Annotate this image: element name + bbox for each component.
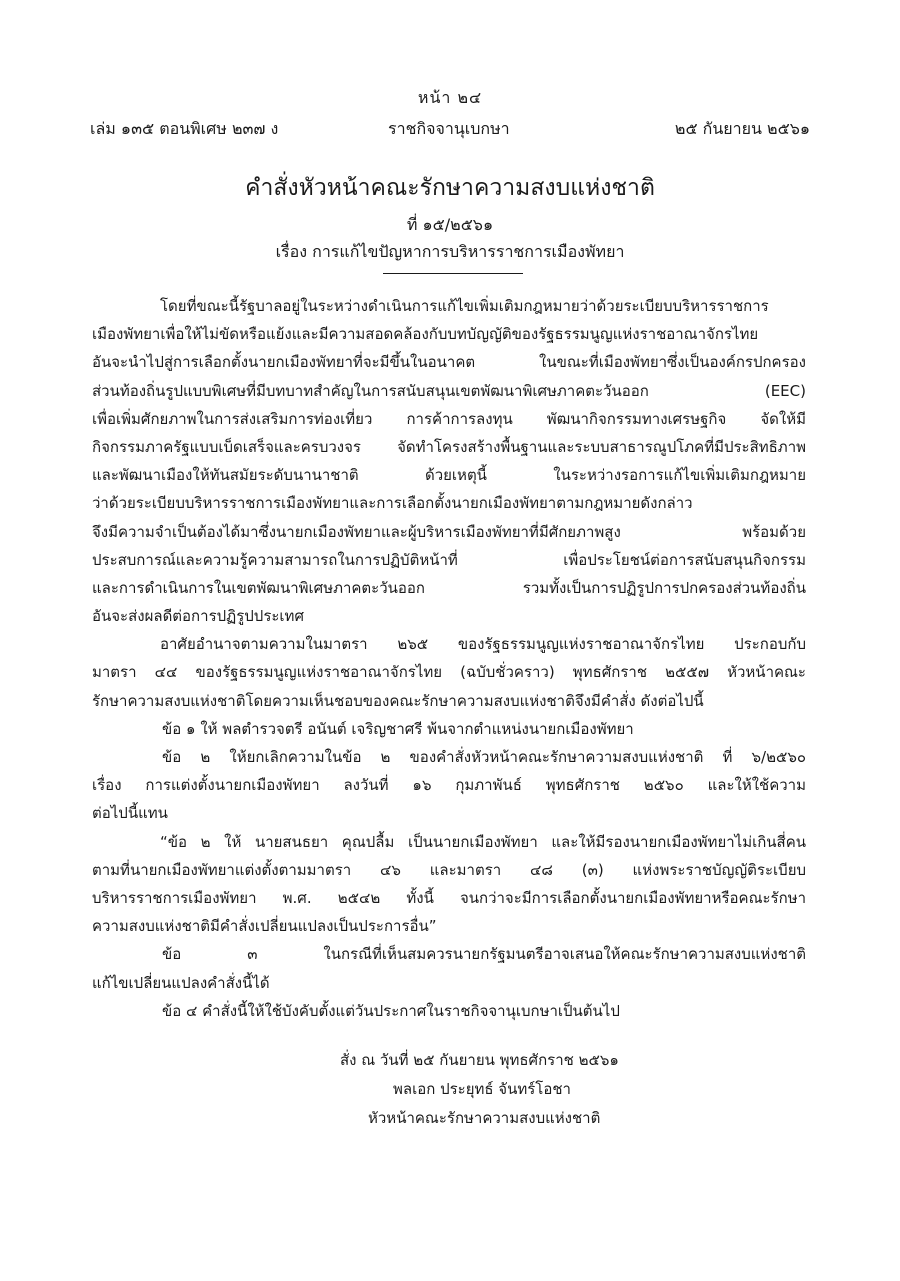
body-line: โดยที่ขณะนี้รัฐบาลอยู่ในระหว่างดำเนินการแก้ไขเพิ่มเติมกฎหมายว่าด้วยระเบียบบริหารราชการ <box>160 297 769 315</box>
clause-3: ข้อ ๓ ในกรณีที่เห็นสมควรนายกรัฐมนตรีอาจเสนอให้คณะรักษาความสงบแห่งชาติ <box>162 945 806 964</box>
body-line: และพัฒนาเมืองให้ทันสมัยระดับนานาชาติ ด้วยเหตุนี้ ในระหว่างรอการแก้ไขเพิ่มเติมกฎหมาย <box>92 466 806 485</box>
body-line: ตามที่นายกเมืองพัทยาแต่งตั้งตามมาตรา ๔๖ และมาตรา ๔๘ (๓) แห่งพระราชบัญญัติระเบียบ <box>92 860 806 879</box>
order-body <box>92 292 806 1025</box>
gazette-header <box>90 117 810 141</box>
order-number: ที่ ๑๕/๒๕๖๑ <box>406 215 494 234</box>
publication-date: ๒๕ กันยายน ๒๕๖๑ <box>674 119 810 138</box>
order-date: สั่ง ณ วันที่ ๒๕ กันยายน พุทธศักราช ๒๕๖๑ <box>340 1051 619 1069</box>
body-line: รักษาความสงบแห่งชาติโดยความเห็นชอบของคณะรักษาความสงบแห่งชาติจึงมีคำสั่ง ดังต่อไปนี้ <box>92 691 704 710</box>
body-line: มาตรา ๔๔ ของรัฐธรรมนูญแห่งราชอาณาจักรไทย (ฉบับชั่วคราว) พุทธศักราช ๒๕๕๗ หัวหน้าคณะ <box>92 663 806 682</box>
clause-4: ข้อ ๔ คำสั่งนี้ให้ใช้บังคับตั้งแต่วันประกาศในราชกิจจานุเบกษาเป็นต้นไป <box>162 1001 620 1020</box>
body-line: อาศัยอำนาจตามความในมาตรา ๒๖๕ ของรัฐธรรมนูญแห่งราชอาณาจักรไทย ประกอบกับ <box>160 635 806 654</box>
clause-2: ข้อ ๒ ให้ยกเลิกความในข้อ ๒ ของคำสั่งหัวหน้าคณะรักษาความสงบแห่งชาติ ที่ ๖/๒๕๖๐ <box>162 748 806 766</box>
body-line: และการดำเนินการในเขตพัฒนาพิเศษภาคตะวันออก รวมทั้งเป็นการปฏิรูปการปกครองส่วนท้องถิ่น <box>92 578 806 597</box>
body-line: ส่วนท้องถิ่นรูปแบบพิเศษที่มีบทบาทสำคัญในการสนับสนุนเขตพัฒนาพิเศษภาคตะวันออก (EEC) <box>92 381 806 400</box>
body-line: ความสงบแห่งชาติมีคำสั่งเปลี่ยนแปลงเป็นประการอื่น” <box>92 917 437 936</box>
body-line: ประสบการณ์และความรู้ความสามารถในการปฏิบัติหน้าที่ เพื่อประโยชน์ต่อการสนับสนุนกิจกรรม <box>92 550 806 569</box>
body-line: เรื่อง การแต่งตั้งนายกเมืองพัทยา ลงวันที่ ๑๖ กุมภาพันธ์ พุทธศักราช ๒๕๖๐ และให้ใช้ความ <box>92 776 806 795</box>
body-line: แก้ไขเปลี่ยนแปลงคำสั่งนี้ได้ <box>92 973 270 992</box>
volume-issue: เล่ม ๑๓๕ ตอนพิเศษ ๒๓๗ ง <box>90 119 279 138</box>
order-subject: เรื่อง การแก้ไขปัญหาการบริหารราชการเมืองพัทยา <box>275 242 625 261</box>
signatory-position: หัวหน้าคณะรักษาความสงบแห่งชาติ <box>368 1109 601 1127</box>
body-line: ว่าด้วยระเบียบบริหารราชการเมืองพัทยาและการเลือกตั้งนายกเมืองพัทยาตามกฎหมายดังกล่าว <box>92 494 693 513</box>
body-line: เมืองพัทยาเพื่อให้ไม่ขัดหรือแย้งและมีความสอดคล้องกับบทบัญญัติของรัฐธรรมนูญแห่งราชอาณาจักรไทย <box>92 325 759 344</box>
title-divider <box>383 273 523 274</box>
page-number: หน้า ๒๔ <box>417 88 483 107</box>
gazette-name: ราชกิจจานุเบกษา <box>388 119 510 138</box>
signatory-name: พลเอก ประยุทธ์ จันทร์โอชา <box>393 1080 571 1098</box>
body-line: จึงมีความจำเป็นต้องได้มาซึ่งนายกเมืองพัทยาและผู้บริหารเมืองพัทยาที่มีศักยภาพสูง พร้อมด้วย <box>92 522 806 541</box>
order-title: คำสั่งหัวหน้าคณะรักษาความสงบแห่งชาติ <box>245 175 655 201</box>
body-line: อันจะนำไปสู่การเลือกตั้งนายกเมืองพัทยาที่จะมีขึ้นในอนาคต ในขณะที่เมืองพัทยาซึ่งเป็นองค์กรปกครอง <box>92 353 806 372</box>
body-line: ต่อไปนี้แทน <box>92 804 168 823</box>
quoted-clause: “ข้อ ๒ ให้ นายสนธยา คุณปลื้ม เป็นนายกเมืองพัทยา และให้มีรองนายกเมืองพัทยาไม่เกินสี่คน <box>160 832 806 851</box>
body-line: กิจกรรมภาครัฐแบบเบ็ดเสร็จและครบวงจร จัดทำโครงสร้างพื้นฐานและระบบสาธารณูปโภคที่มีประสิทธิภาพ <box>92 437 806 456</box>
body-line: บริหารราชการเมืองพัทยา พ.ศ. ๒๕๔๒ ทั้งนี้ จนกว่าจะมีการเลือกตั้งนายกเมืองพัทยาหรือคณะรักษา <box>92 888 806 907</box>
clause-1: ข้อ ๑ ให้ พลตำรวจตรี อนันต์ เจริญชาศรี พ้นจากตำแหน่งนายกเมืองพัทยา <box>162 719 634 738</box>
body-line: เพื่อเพิ่มศักยภาพในการส่งเสริมการท่องเที่ยว การค้าการลงทุน พัฒนากิจกรรมทางเศรษฐกิจ จัดให้มี <box>92 409 806 428</box>
body-line: อันจะส่งผลดีต่อการปฏิรูปประเทศ <box>92 607 304 626</box>
